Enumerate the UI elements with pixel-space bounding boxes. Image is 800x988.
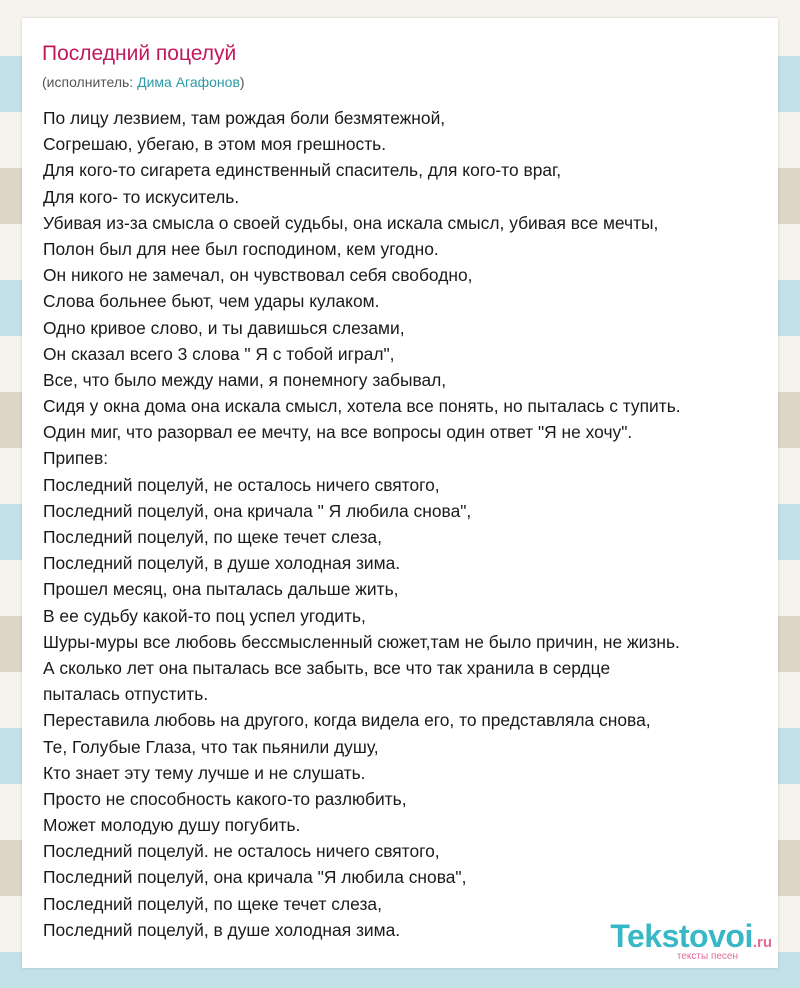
- lyric-line: Может молодую душу погубить.: [43, 815, 301, 836]
- lyric-line: По лицу лезвием, там рождая боли безмятежной,: [43, 108, 446, 128]
- lyric-line: Слова больнее бьют, чем удары кулаком.: [43, 291, 380, 312]
- lyric-line: Все, что было между нами, я понемногу забывал,: [43, 369, 447, 390]
- song-title: Последний поцелуй: [42, 42, 237, 65]
- lyric-line: Последний поцелуй, она кричала " Я любила снова",: [43, 500, 472, 521]
- lyric-line: Просто не способность какого-то разлюбить,: [43, 788, 407, 809]
- lyric-line: Последний поцелуй, в душе холодная зима.: [43, 919, 401, 940]
- lyric-line: Он сказал всего 3 слова " Я с тобой играл",: [43, 343, 395, 364]
- lyric-line: Последний поцелуй, по щеке течет слеза,: [43, 893, 382, 914]
- lyric-line: В ее судьбу какой-то поц успел угодить,: [43, 605, 366, 626]
- lyric-line: Сидя у окна дома она искала смысл, хотела все понять, но пыталась с тупить.: [43, 396, 681, 417]
- lyric-line: Шуры-муры все любовь бессмысленный сюжет,там не было причин, не жизнь.: [43, 631, 680, 652]
- artist-prefix: (исполнитель:: [42, 74, 138, 90]
- lyric-line: Переставила любовь на другого, когда видела его, то представляла снова,: [43, 710, 651, 731]
- lyric-line: Убивая из-за смысла о своей судьбы, она искала смысл, убивая все мечты,: [43, 212, 659, 233]
- artist-line: [42, 74, 245, 90]
- lyric-line: Полон был для нее был господином, кем угодно.: [43, 238, 439, 259]
- lyric-line: Он никого не замечал, он чувствовал себя свободно,: [43, 265, 473, 286]
- lyric-line: А сколько лет она пыталась все забыть, все что так хранила в сердце: [43, 657, 611, 678]
- lyric-line: пыталась отпустить.: [43, 684, 209, 705]
- lyrics-card: [22, 18, 778, 968]
- lyric-line: Припев:: [43, 448, 109, 469]
- lyric-line: Кто знает эту тему лучше и не слушать.: [43, 762, 366, 783]
- artist-suffix: ): [239, 74, 245, 90]
- site-logo[interactable]: [610, 920, 772, 962]
- lyrics-text: [43, 105, 778, 943]
- lyric-line: Последний поцелуй, не осталось ничего святого,: [43, 474, 440, 495]
- lyric-line: Одно кривое слово, и ты давишься слезами,: [43, 317, 405, 338]
- lyric-line: Согрешаю, убегаю, в этом моя грешность.: [43, 134, 387, 155]
- lyric-line: Последний поцелуй, по щеке течет слеза,: [43, 527, 382, 547]
- lyric-line: Прошел месяц, она пыталась дальше жить,: [43, 579, 399, 600]
- lyric-line: Для кого- то искуситель.: [43, 186, 240, 207]
- lyric-line: Последний поцелуй. не осталось ничего святого,: [43, 841, 440, 862]
- logo-tagline: тексты песен: [676, 951, 738, 962]
- lyric-line: Последний поцелуй, в душе холодная зима.: [43, 553, 401, 574]
- lyric-line: Для кого-то сигарета единственный спаситель, для кого-то враг,: [43, 160, 562, 181]
- artist-link[interactable]: Дима Агафонов: [137, 74, 240, 90]
- logo-wordmark: Tekstovoi: [610, 918, 753, 954]
- lyric-line: Один миг, что разорвал ее мечту, на все вопросы один ответ "Я не хочу".: [43, 422, 633, 443]
- lyric-line: Последний поцелуй, она кричала "Я любила снова",: [43, 867, 467, 888]
- lyric-line: Те, Голубые Глаза, что так пьянили душу,: [43, 736, 379, 757]
- logo-tld: .ru: [752, 934, 772, 951]
